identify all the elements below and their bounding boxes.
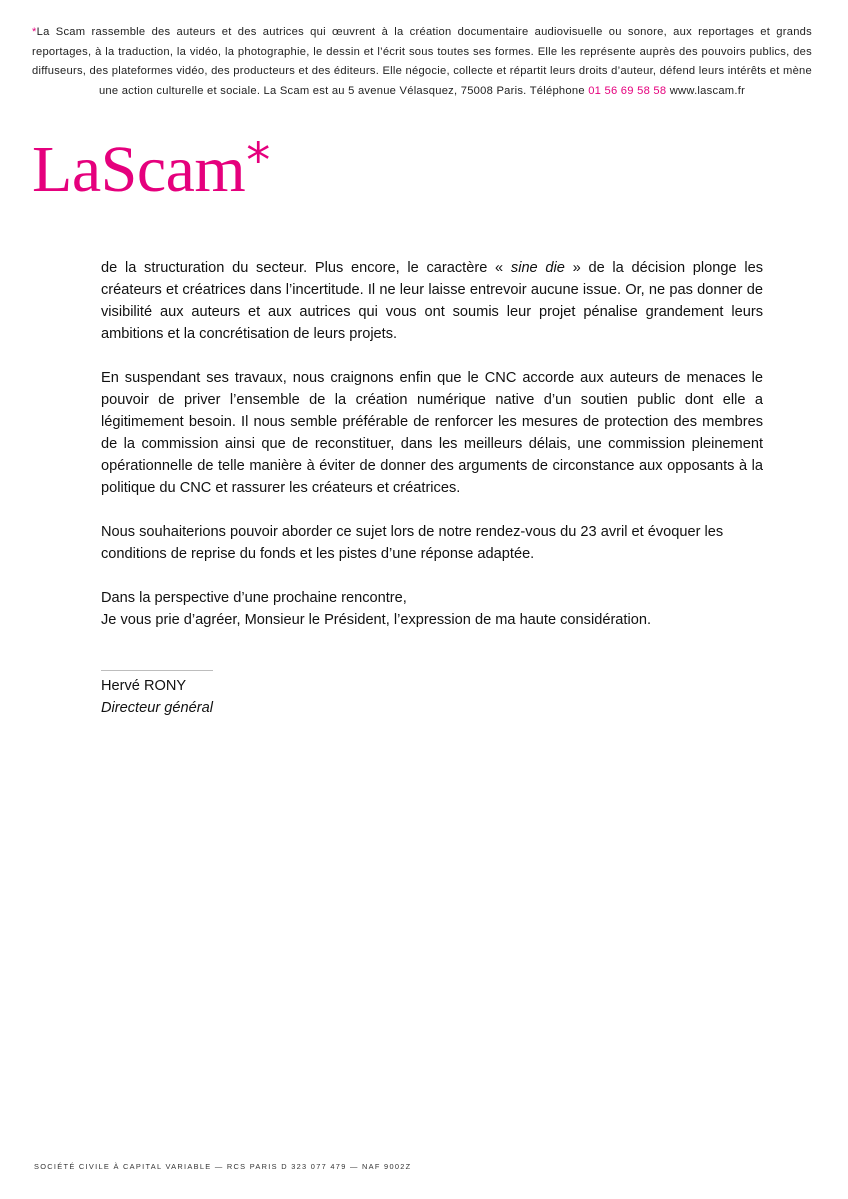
signatory-name: Hervé RONY: [101, 678, 187, 694]
logo-text: LaScam: [32, 133, 246, 206]
header-asterisk: *: [32, 26, 37, 38]
lascam-logo: [32, 134, 270, 211]
paragraph-1: [101, 257, 763, 345]
footer-legal: SOCIÉTÉ CIVILE À CAPITAL VARIABLE — RCS PARIS D 323 077 479 — NAF 9002Z: [34, 1162, 412, 1171]
closing-formula: [101, 587, 763, 631]
header-description: La Scam rassemble des auteurs et des autrices qui œuvrent à la création documentaire audiovisuelle ou sonore, aux reportages et grands reportages, à la traduction, la vidéo, la photographie, le dessin et l’écrit sous toutes ses formes. Elle les représente auprès des pouvoirs publics, des diffuseurs, des plateformes vidéo, des producteurs et des éditeurs. Elle négocie, collecte et répartit leurs droits d’auteur, défend leurs intérêts et mène une action culturelle et sociale. La Scam est au 5 avenue Vélasquez, 75008 Paris. Téléphone: [32, 26, 812, 97]
signature-divider: [101, 670, 213, 671]
header-description-block: [32, 23, 812, 101]
paragraph-1-start: de la structuration du secteur. Plus encore, le caractère «: [101, 260, 511, 276]
paragraph-3: Nous souhaiterions pouvoir aborder ce sujet lors de notre rendez-vous du 23 avril et évoquer les conditions de reprise du fonds et les pistes d’une réponse adaptée.: [101, 524, 724, 562]
paragraph-1-italic: sine die: [510, 260, 565, 276]
logo-star: *: [246, 133, 270, 189]
closing-line-2: Je vous prie d’agréer, Monsieur le Président, l’expression de ma haute considération.: [101, 612, 652, 628]
paragraph-1-end: » de la décision plonge les créateurs et créatrices dans l’incertitude. Il ne leur laisse entrevoir aucune issue. Or, ne pas donner de visibilité aux auteurs et aux autrices qui vous ont soumis leur projet pénalise grandement leurs ambitions et la concrétisation de leurs projets.: [101, 260, 763, 342]
header-phone: 01 56 69 58 58: [588, 84, 667, 97]
paragraph-2: En suspendant ses travaux, nous craignons enfin que le CNC accorde aux auteurs de menaces le pouvoir de priver l’ensemble de la création numérique native d’un soutien public dont elle a légitimement besoin. Il nous semble préférable de renforcer les mesures de protection des membres de la commission ainsi que de reconstituer, dans les meilleurs délais, une commission pleinement opérationnelle de telle manière à éviter de donner des arguments de circonstance aux opposants à la politique du CNC et rassurer les créateurs et créatrices.: [101, 370, 763, 496]
signatory-title: Directeur général: [101, 700, 213, 716]
signature-block: [101, 675, 213, 719]
closing-line-1: Dans la perspective d’une prochaine rencontre,: [101, 590, 407, 606]
header-website: www.lascam.fr: [666, 84, 746, 97]
letter-body: [101, 257, 763, 653]
